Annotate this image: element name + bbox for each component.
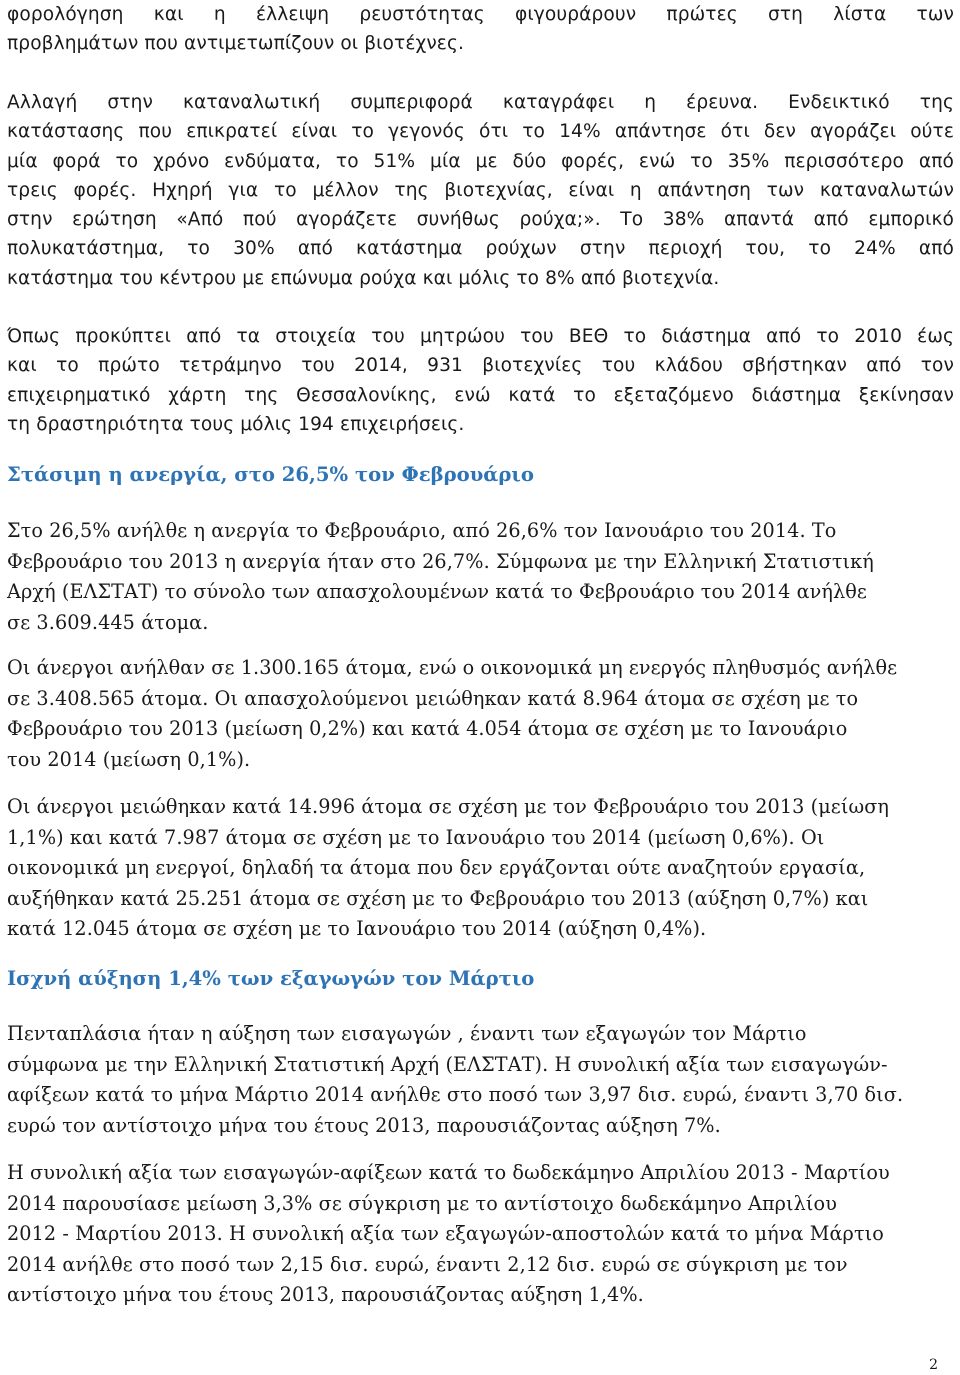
text-line: τρεις φορές. Ηχηρή για το μέλλον της βιοτεχνίας, είναι η απάντηση των καταναλωτών — [7, 179, 954, 201]
text-line: 2014 ανήλθε στο ποσό των 2,15 δισ. ευρώ, έναντι 2,12 δισ. ευρώ σε σύγκριση με τον — [7, 1252, 848, 1276]
paragraph-imports-increase — [7, 1019, 954, 1141]
text-line: κατάστασης που επικρατεί είναι το γεγονός ότι το 14% απάντησε ότι δεν αγοράζει ούτε — [7, 121, 954, 143]
text-line: 1,1%) και κατά 7.987 άτομα σε σχέση με το Ιανουάριο του 2014 (μείωση 0,6%). Οι — [7, 825, 825, 849]
text-line: Αλλαγή στην καταναλωτική συμπεριφορά καταγράφει η έρευνα. Ενδεικτικό της — [7, 92, 954, 113]
page-number: 2 — [929, 1357, 938, 1373]
text-line: και το πρώτο τετράμηνο του 2014, 931 βιοτεχνίες του κλάδου σβήστηκαν από τον — [7, 355, 954, 377]
text-line: 2012 - Μαρτίου 2013. Η συνολική αξία των εξαγωγών-αποστολών κατά το μήνα Μάρτιο — [7, 1222, 884, 1245]
text-line: αυξήθηκαν κατά 25.251 άτομα σε σχέση με το Φεβρουάριο του 2013 (αύξηση 0,7%) και — [7, 886, 869, 910]
section-heading-exports: Ισχνή αύξηση 1,4% των εξαγωγών τον Μάρτιο — [7, 967, 535, 990]
text-line: ευρώ τον αντίστοιχο μήνα του έτους 2013, παρουσιάζοντας αύξηση 7%. — [7, 1113, 721, 1137]
text-line: αφίξεων κατά το μήνα Μάρτιο 2014 ανήλθε στο ποσό των 3,97 δισ. ευρώ, έναντι 3,70 δισ. — [7, 1083, 904, 1106]
paragraph-unemployment-rate — [7, 516, 954, 638]
text-line: του 2014 (μείωση 0,1%). — [7, 747, 251, 771]
text-line: κατάστημα του κέντρου με επώνυμα ρούχα και μόλις το 8% από βιοτεχνία. — [7, 267, 720, 289]
text-line: Φεβρουάριο του 2013 η ανεργία ήταν στο 26,7%. Σύμφωνα με την Ελληνική Στατιστική — [7, 549, 874, 573]
text-line: τη δραστηριότητα τους μόλις 194 επιχειρήσεις. — [7, 413, 465, 435]
text-line: Η συνολική αξία των εισαγωγών-αφίξεων κατά το δωδεκάμηνο Απριλίου 2013 - Μαρτίου — [7, 1161, 890, 1184]
text-line: Οι άνεργοι ανήλθαν σε 1.300.165 άτομα, ενώ ο οικονομικά μη ενεργός πληθυσμός ανήλθε — [7, 656, 898, 679]
text-line: επιχειρηματικό χάρτη της Θεσσαλονίκης, ενώ κατά το εξεταζόμενο διάστημα ξεκίνησαν — [7, 384, 954, 406]
text-line: Στο 26,5% ανήλθε η ανεργία το Φεβρουάριο, από 26,6% τον Ιανουάριο του 2014. Το — [7, 519, 837, 542]
section-heading-unemployment: Στάσιμη η ανεργία, στο 26,5% τον Φεβρουάριο — [7, 463, 534, 486]
text-line: κατά 12.045 άτομα σε σχέση με το Ιανουάριο του 2014 (αύξηση 0,4%). — [7, 917, 707, 940]
text-line: φορολόγηση και η έλλειψη ρευστότητας φιγουράρουν πρώτες στη λίστα των — [7, 4, 954, 25]
text-line: Φεβρουάριο του 2013 (μείωση 0,2%) και κατά 4.054 άτομα σε σχέση με το Ιανουάριο — [7, 717, 848, 740]
text-line: αντίστοιχο μήνα του έτους 2013, παρουσιάζοντας αύξηση 1,4%. — [7, 1283, 644, 1306]
text-line: Πενταπλάσια ήταν η αύξηση των εισαγωγών , έναντι των εξαγωγών τον Μάρτιο — [7, 1022, 807, 1045]
text-line: πολυκατάστημα, το 30% από κατάστημα ρούχων στην περιοχή του, το 24% από — [7, 238, 954, 260]
text-line: οικονομικά μη ενεργοί, δηλαδή τα άτομα που δεν εργάζονται ούτε αναζητούν εργασία, — [7, 856, 866, 879]
text-line: Όπως προκύπτει από τα στοιχεία του μητρώου του ΒΕΘ το διάστημα από το 2010 έως — [7, 326, 954, 347]
paragraph-beth-registry — [7, 322, 954, 439]
paragraph-unemployed-count — [7, 653, 954, 775]
text-line: Οι άνεργοι μειώθηκαν κατά 14.996 άτομα σε σχέση με τον Φεβρουάριο του 2013 (μείωση — [7, 795, 890, 818]
text-line: σε 3.408.565 άτομα. Οι απασχολούμενοι μειώθηκαν κατά 8.964 άτομα σε σχέση με το — [7, 686, 859, 710]
paragraph-unemployed-decrease — [7, 792, 954, 945]
text-line: Αρχή (ΕΛΣΤΑΤ) το σύνολο των απασχολουμένων κατά το Φεβρουάριο του 2014 ανήλθε — [7, 580, 867, 603]
text-line: σύμφωνα με την Ελληνική Στατιστική Αρχή (ΕΛΣΤΑΤ). Η συνολική αξία των εισαγωγών- — [7, 1052, 888, 1076]
text-line: μία φορά το χρόνο ενδύματα, το 51% μία με δύο φορές, ενώ το 35% περισσότερο από — [7, 150, 954, 172]
text-line: 2014 παρουσίασε μείωση 3,3% σε σύγκριση με το αντίστοιχο δωδεκάμηνο Απριλίου — [7, 1191, 837, 1215]
paragraph-consumer-behaviour — [7, 88, 954, 293]
text-line: στην ερώτηση «Από πού αγοράζετε συνήθως ρούχα;». Το 38% απαντά από εμπορικό — [7, 209, 954, 231]
paragraph-exports-total — [7, 1158, 954, 1311]
text-line: σε 3.609.445 άτομα. — [7, 610, 209, 634]
text-line: προβλημάτων που αντιμετωπίζουν οι βιοτέχνες. — [7, 33, 464, 55]
paragraph-problems-list — [7, 0, 954, 59]
